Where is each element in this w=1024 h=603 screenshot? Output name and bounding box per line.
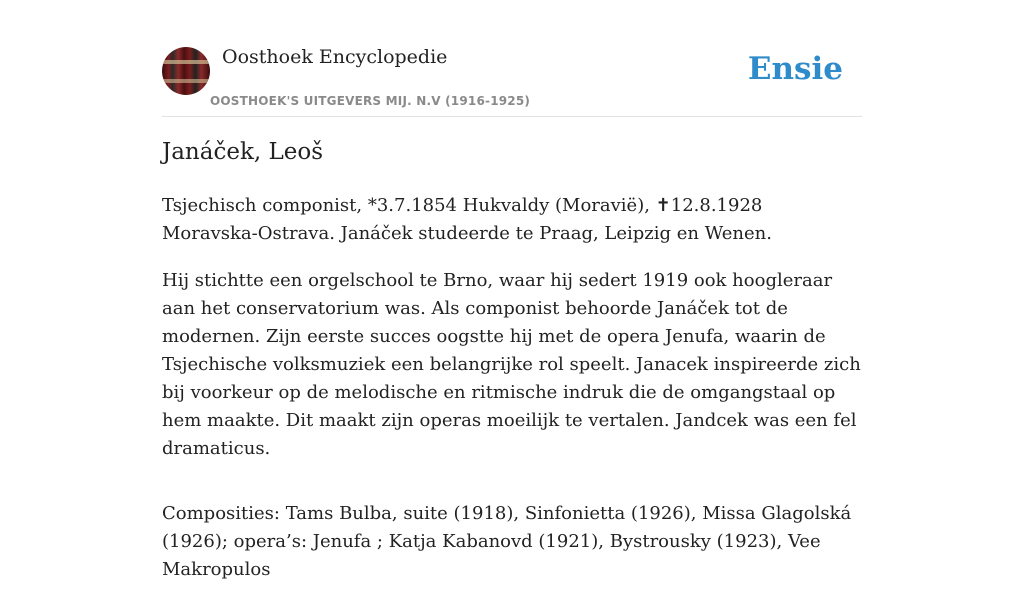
encyclopedia-avatar[interactable]: [162, 47, 210, 95]
article-paragraph: Composities: Tams Bulba, suite (1918), Sinfonietta (1926), Missa Glagolská (1926); opera’s: Jenufa ; Katja Kabanovd (1921), Bystrousky (1923), Vee Makropulos: [162, 503, 852, 580]
site-header: [162, 0, 862, 117]
publisher-label: OOSTHOEK'S UITGEVERS MIJ. N.V (1916-1925): [210, 94, 531, 108]
article-page: [162, 0, 862, 580]
ensie-logo[interactable]: Ensie: [747, 51, 843, 87]
site-name[interactable]: Oosthoek Encyclopedie: [222, 46, 448, 68]
article-paragraph: Tsjechisch componist, *3.7.1854 Hukvaldy (Moravië), ✝12.8.1928 Moravska-Ostrava. Janáček studeerde te Praag, Leipzig en Wenen.: [162, 195, 772, 244]
article-body: [162, 192, 862, 603]
article-title: Janáček, Leoš: [162, 139, 324, 165]
paragraph-spacer: [162, 482, 862, 500]
article-paragraph: Hij stichtte een orgelschool te Brno, waar hij sedert 1919 ook hoogleraar aan het conservatorium was. Als componist behoorde Janáček tot de modernen. Zijn eerste succes oogstte hij met de opera Jenufa, waarin de Tsjechische volksmuziek een belangrijke rol speelt. Janacek inspireerde zich bij voorkeur op de melodische en ritmische indruk die de omgangstaal op hem maakte. Dit maakt zijn operas moeilijk te vertalen. Jandcek was een fel dramaticus.: [162, 270, 861, 459]
